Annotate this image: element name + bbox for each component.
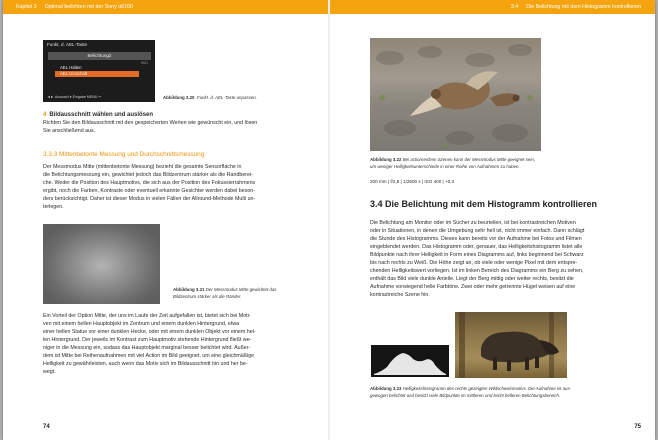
caption-number: Abbildung 3.22 [370,157,402,162]
paragraph-histogramm [370,219,618,299]
paragraph-line: bis nach rechts zu Weiß. Die Höhe zeigt an, ob viele oder wenige Pixel mit dem entspre- [370,260,578,267]
menu-highlight-bar: Belichtung2 [48,52,151,60]
paragraph-line: Helligkeit zu gewährleisten, auch wenn das Motiv sich im Bildausschnitt hin und her be- [43,361,248,368]
right-running-header [330,0,655,14]
center-weighted-gradient-figure [43,224,160,304]
histogram-curve [371,345,449,377]
menu-option-ael-halten: AEL Halten [60,65,82,70]
paragraph-line: oder in Situationen, in denen die Umgebung sehr hell ist, nicht immer einfach. Dann schlägt [370,228,585,235]
section-label: 3.4 [510,4,519,10]
paragraph-line: eingeblendet werden. Das Histogramm oder, genauer, das Helligkeitshistogramm listet alle [370,244,583,251]
paragraph-line: Bildpunkte nach ihrer Helligkeit in Form eines Diagramms auf, links beginnend bei Schwarz [370,252,584,259]
wild-boar-photo [455,312,567,378]
paragraph-line: einer hellen Statue vor einer dunklen Hecke, oder mit einem dunklen Objekt vor einem hel- [43,329,256,336]
caption-text: Der Messmodus Mitte gewichtet das [205,287,277,292]
step-number: 4 [43,112,47,118]
paragraph-line: kontrastreiche Szene hin. [370,292,430,299]
menu-page-indicator: 9/21 [141,61,148,65]
section-title: Die Belichtung mit dem Histogramm kontrollieren [526,4,641,10]
caption-text: gewogen belichtet und besitzt viele Bildpunkte im mittleren und leicht helleren Belichtungsbereich. [370,393,561,398]
paragraph-line: che. Weder die Position des Hauptmotivs, die sich aus der Position des Fokussierrahmens [43,180,256,187]
paragraph-line: terlegen. [43,204,64,211]
histogram-graphic [371,345,449,377]
caption-text: um weniger Helligkeitsunterschiede in einer Reihe von Aufnahmen zu haben. [370,164,520,169]
paragraph-line: chenden Helligkeitswert vorliegen. Ist im linken Bereich des Diagramms ein Berg zu sehen, [370,268,584,275]
paragraph-line: ven mit einem hellen Hauptobjekt im Zentrum und einem dunklen Hintergrund, etwa [43,321,240,328]
menu-footer: ◄► Auswahl ● Eingabe MENU ↩ [47,95,102,99]
paragraph-line: len Hintergrund. Der jeweils im Kontrast zum Hauptmotiv stehende Hintergrund fließt we- [43,337,252,344]
chapter-label: Kapitel 3 [16,4,37,10]
paragraph-line: Der Messmodus Mitte (mittenbetonte Messung) bezieht die gesamte Sensorfläche in [43,164,242,170]
paragraph-line: die Belichtungsmessung ein, gewichtet jedoch das Bildzentrum stärker als die Randberei- [43,172,253,179]
caption-text: Funkt. d. AEL-Taste anpassen. [196,95,257,100]
right-page [329,0,655,440]
caption-text: Helligkeitshistogramm des rechts gezeigten Wildschweinmotivs. Die Aufnahme ist aus- [402,386,572,391]
paragraph-line: Aufnahme vorwiegend helle Farbtöne. Zwei oder mehr getrennte Hügel weisen auf eine [370,284,576,291]
paragraph-line: ergibt, noch die Farben, Kontraste oder eventuell erkannte Gesichter werden dabei beson- [43,188,256,195]
left-page [3,0,329,440]
step-text-line: Sie anschließend aus. [43,128,96,135]
page-number-left: 74 [43,424,50,430]
figure-caption-3-23 [370,385,571,399]
caption-number: Abbildung 3.23 [370,386,402,391]
paragraph-line: die Stunde des Histogramms. Dieses kann bereits vor der Aufnahme bei Fotos und Filmen [370,236,582,243]
sparrows-photo [370,38,541,151]
menu-title: Funkt. d. AEL-Taste [47,42,88,47]
caption-number: Abbildung 3.21 [173,287,205,292]
step-title: Bildausschnitt wählen und auslösen [49,112,154,118]
menu-option-ael-umschalt: AEL Umschalt [55,71,139,77]
chapter-title: Optimal belichten mit der Sony α6100 [44,4,134,10]
book-spread [3,0,655,440]
paragraph-line: ders berücksichtigt. Daher ist dieser Modus in vielen Fällen der Allround-Methode Multi un- [43,196,256,203]
figure-caption-3-22 [370,156,535,170]
step-4-block [43,111,293,135]
paragraph-line: wegt. [43,369,56,376]
figure-caption-3-20 [163,94,257,101]
section-heading-3-3-3: 3.3.3 Mittenbetonte Messung und Durchschnittsmessung [43,151,205,158]
figure-caption-3-21 [173,286,276,300]
sparrows-illustration [370,38,541,151]
paragraph-line: dem ist Mitte bei Reihenaufnahmen mit viel Action im Bild geeignet, um eine gleichmäßige [43,353,255,360]
paragraph-line: enthält das Bild viele dunkle Anteile. Liegt der Berg mittig oder weiter rechts, besitzt die [370,276,574,283]
caption-text: Bildzentrum stärker als die Ränder. [173,294,242,299]
paragraph-line: Die Belichtung am Monitor oder im Sucher zu beurteilen, ist bei kontrastreichen Motiven [370,220,576,226]
caption-number: Abbildung 3.20 [163,95,195,100]
paragraph-vorteil-mitte [43,312,295,376]
step-text-line: Richten Sie den Bildausschnitt mit den gespeicherten Werten wie gewünscht ein, und lösen [43,120,258,127]
camera-menu-screenshot [43,40,155,102]
paragraph-line: Ein Vorteil der Option Mitte, der uns im Laufe der Zeit aufgefallen ist, bietet sich bei Moti- [43,313,251,319]
section-heading-3-4: 3.4 Die Belichtung mit dem Histogramm kontrollieren [370,199,598,209]
left-running-header [3,0,328,14]
wild-boar-illustration [455,312,567,378]
paragraph-line: niger in die Messung ein, sodass das Hauptobjekt marginal besser belichtet wird. Außer- [43,345,251,352]
page-number-right: 75 [634,424,641,430]
exif-line: 200 mm | f/2,8 | 1/2500 s | ISO 400 | +0,3 [370,179,455,184]
caption-text: Bei actionreichen Szenen kann der Messmodus Mitte geeignet sein, [402,157,535,162]
paragraph-mitte [43,163,295,211]
